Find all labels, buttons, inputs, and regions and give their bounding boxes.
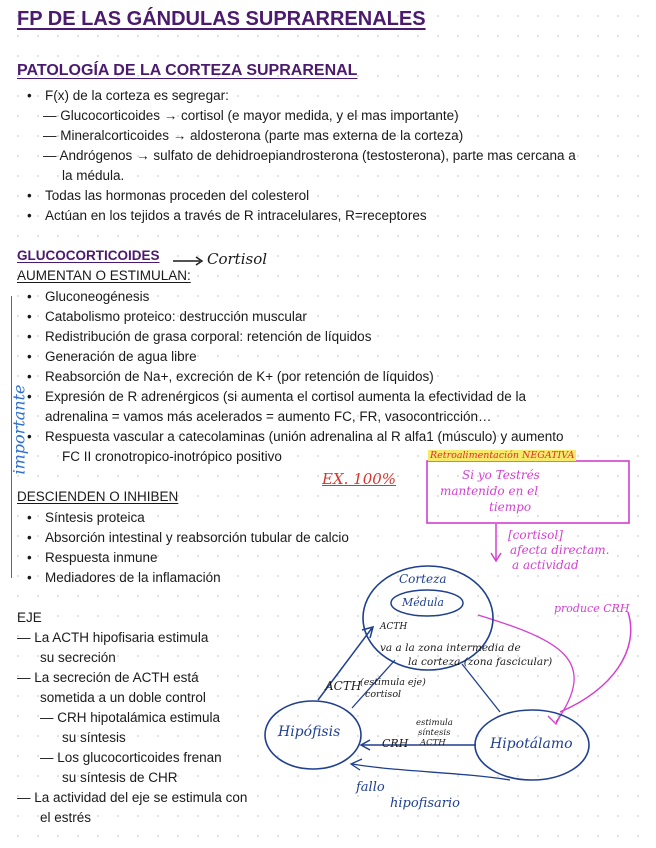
list-item: — La secreción de ACTH está <box>17 670 199 685</box>
acth-left-note: cortisol <box>365 689 402 700</box>
retro-label: Retroalimentación NEGATIVA <box>430 450 575 461</box>
list-item: • Expresión de R adrenérgicos (si aumenta el cortisol aumenta la efectividad de la <box>45 387 526 407</box>
pink-arrow-corteza-hipotalamo <box>478 615 574 722</box>
retro-box-line: mantenido en el <box>440 484 539 498</box>
list-item: • Catabolismo proteico: destrucción muscular <box>45 307 307 327</box>
crh-note-line: síntesis <box>418 728 451 738</box>
zona-note-line: va a la zona intermedia de <box>380 642 521 654</box>
list-item: • Actúan en los tejidos a través de R intracelulares, R=receptores <box>45 206 427 226</box>
hipotalamo-label: Hipotálamo <box>490 736 573 752</box>
list-item-continuation: su síntesis <box>62 730 126 745</box>
list-item: • Reabsorción de Na+, excreción de K+ (por retención de líquidos) <box>45 367 434 387</box>
cortisol-note-line: [cortisol] <box>508 528 563 542</box>
list-item: — Mineralcorticoides → aldosterona (parte mas externa de la corteza) <box>43 128 464 143</box>
list-item-continuation: la médula. <box>62 168 125 183</box>
crh-note-line: estimula <box>416 718 453 728</box>
list-item: • Respuesta inmune <box>45 548 158 568</box>
retro-box-line: Si yo Testrés <box>462 468 540 482</box>
medula-label: Médula <box>402 596 444 609</box>
hipofisis-label: Hipófisis <box>278 724 341 740</box>
side-note-importante: importante <box>9 384 29 475</box>
cortisol-note-line: afecta directam. <box>510 543 610 557</box>
handwritten-cortisol-note: Cortisol <box>207 250 268 268</box>
list-item: — CRH hipotalámica estimula <box>40 710 221 725</box>
list-item: — Andrógenos → sulfato de dehidroepiandrosterona (testosterona), parte mas cercana a <box>43 148 576 163</box>
list-item-continuation: su secreción <box>40 650 116 665</box>
list-item: • Absorción intestinal y reabsorción tubular de calcio <box>45 528 349 548</box>
list-item: • Redistribución de grasa corporal: retención de líquidos <box>45 327 371 347</box>
list-item-continuation: adrenalina = vamos más acelerados = aumento FC, FR, vasocontricción… <box>45 409 492 424</box>
list-item: • Generación de agua libre <box>45 347 197 367</box>
list-item: — Glucocorticoides → cortisol (e mayor medida, y el mas importante) <box>43 108 459 123</box>
zona-note-line: la corteza (zona fascicular) <box>408 656 553 668</box>
crh-label: CRH <box>382 737 409 750</box>
fallo-note-line: fallo <box>356 780 385 795</box>
list-item: — La ACTH hipofisaria estimula <box>17 630 209 645</box>
list-item: • F(x) de la corteza es segregar: <box>45 86 229 106</box>
list-item: — Los glucocorticoides frenan <box>40 750 222 765</box>
fallo-note-line: hipofisario <box>390 796 460 811</box>
list-item-continuation: FC II cronotropico-inotrópico positivo <box>62 449 282 464</box>
page-title: FP DE LAS GÁNDULAS SUPRARRENALES <box>17 8 426 30</box>
acth-left-note: (estimula eje) <box>360 677 426 688</box>
list-item-continuation: sometida a un doble control <box>40 690 206 705</box>
section-heading-glucocorticoides: GLUCOCORTICOIDES <box>17 248 160 263</box>
list-item: — La actividad del eje se estimula con <box>17 790 248 805</box>
produce-crh-note: produce CRH <box>554 602 630 615</box>
corteza-label: Corteza <box>399 572 447 586</box>
section-heading-eje: EJE <box>17 610 42 625</box>
list-item: • Síntesis proteica <box>45 508 145 528</box>
list-item-continuation: su síntesis de CHR <box>62 770 178 785</box>
cortisol-note-line: a actividad <box>512 558 579 572</box>
list-item: • Respuesta vascular a catecolaminas (unión adrenalina al R alfa1 (músculo) y aumento <box>45 427 564 447</box>
section-heading-patologia: PATOLOGÍA DE LA CORTEZA SUPRARENAL <box>17 62 358 79</box>
crh-note-line: ACTH <box>420 738 446 748</box>
subheading-descienden: DESCIENDEN O INHIBEN <box>17 489 179 504</box>
acth-top-label: ACTH <box>380 622 408 632</box>
list-item-continuation: el estrés <box>40 810 92 825</box>
retro-box-line: tiempo <box>489 500 532 514</box>
list-item: • Todas las hormonas proceden del colesterol <box>45 186 309 206</box>
arrow-corteza-hipotalamo <box>462 664 500 712</box>
exam-note: EX. 100% <box>322 470 397 488</box>
list-item: • Mediadores de la inflamación <box>45 568 221 588</box>
list-item: • Gluconeogénesis <box>45 287 149 307</box>
acth-left-label: ACTH <box>325 679 362 693</box>
subheading-aumentan: AUMENTAN O ESTIMULAN: <box>17 268 191 283</box>
